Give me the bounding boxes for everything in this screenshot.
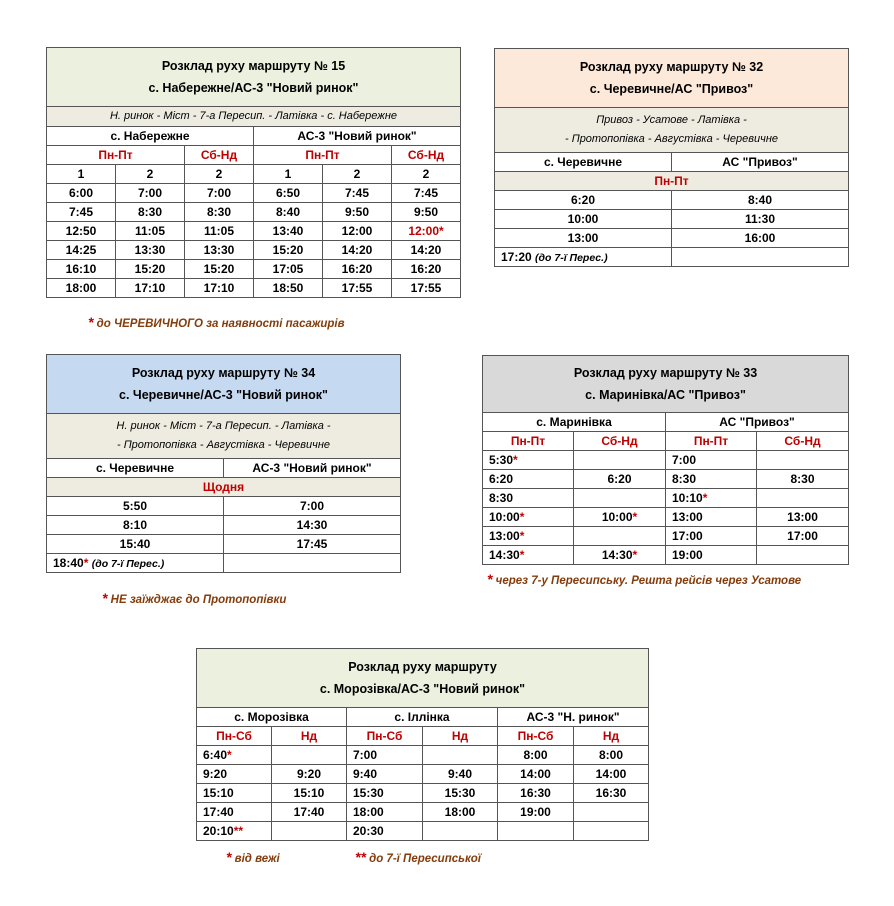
time-value: 10:10 <box>672 491 703 505</box>
last-time: 18:40 <box>53 556 84 570</box>
table-row <box>47 516 401 535</box>
time-cell: 15:30 <box>423 784 498 803</box>
time-cell: 18:00 <box>47 279 116 298</box>
time-cell: 15:20 <box>116 260 185 279</box>
time-cell: 15:20 <box>254 241 323 260</box>
route-15-table <box>46 47 461 298</box>
route-32-stops-line2: - Протопопівка - Августівка - Черевичне <box>565 133 779 145</box>
route-33-from-weekdays: Пн-Пт <box>483 432 574 451</box>
time-cell: 5:50 <box>47 497 224 516</box>
time-cell <box>423 822 498 841</box>
asterisk-mark: * <box>632 510 638 524</box>
route-34-to: АС-3 "Новий ринок" <box>224 459 401 478</box>
table-row <box>483 527 849 546</box>
time-cell <box>483 508 574 527</box>
route-morozivka-table <box>196 648 649 841</box>
double-asterisk-mark: ** <box>355 849 366 865</box>
table-row <box>495 248 849 267</box>
route-15-col-num: 1 <box>254 165 323 184</box>
time-cell: 11:05 <box>185 222 254 241</box>
time-cell: 14:00 <box>498 765 574 784</box>
route-15-to-weekend: Сб-Нд <box>392 146 461 165</box>
time-cell: 9:50 <box>323 203 392 222</box>
asterisk-mark: * <box>83 556 89 570</box>
route-15-from: с. Набережне <box>47 127 254 146</box>
time-cell: 8:30 <box>185 203 254 222</box>
route-34-stops-line2: - Протопопівка - Августівка - Черевичне <box>116 439 330 451</box>
route-morozivka-title <box>197 649 649 708</box>
route-15-to-weekdays: Пн-Пт <box>254 146 392 165</box>
time-cell: 14:20 <box>323 241 392 260</box>
time-cell: 9:20 <box>197 765 272 784</box>
time-cell: 17:45 <box>224 535 401 554</box>
route-34-title-line2: с. Черевичне/АС-3 "Новий ринок" <box>119 388 328 402</box>
time-cell: 14:30 <box>224 516 401 535</box>
time-cell: 6:20 <box>495 191 672 210</box>
asterisk-mark: * <box>632 548 638 562</box>
time-cell <box>574 508 666 527</box>
time-cell <box>757 489 849 508</box>
time-cell: 17:00 <box>666 527 757 546</box>
time-cell: 8:00 <box>574 746 649 765</box>
route-15-title-line2: с. Набережне/АС-3 "Новий ринок" <box>148 81 359 95</box>
time-cell: 7:00 <box>116 184 185 203</box>
time-cell: 13:30 <box>116 241 185 260</box>
route-34-days: Щодня <box>47 478 401 497</box>
time-cell: 20:30 <box>347 822 423 841</box>
time-cell-marked <box>392 222 461 241</box>
asterisk-mark: * <box>487 571 493 587</box>
asterisk-mark: * <box>513 453 518 467</box>
asterisk-mark: * <box>88 314 94 330</box>
table-row <box>495 229 849 248</box>
table-row <box>47 535 401 554</box>
double-asterisk-mark: ** <box>233 824 244 838</box>
asterisk-mark: * <box>439 224 444 238</box>
route-34-title <box>47 355 401 414</box>
time-cell: 17:10 <box>185 279 254 298</box>
time-cell: 7:45 <box>392 184 461 203</box>
footnote-text: до 7-ї Пересипської <box>365 853 481 865</box>
route-15-title <box>47 48 461 107</box>
route-32-stops-line1: Привоз - Усатове - Латівка - <box>596 114 747 126</box>
time-cell: 7:00 <box>666 451 757 470</box>
sunday-header: Нд <box>423 727 498 746</box>
last-time-note: (до 7-ї Перес.) <box>535 252 608 264</box>
route-15-col-num: 2 <box>392 165 461 184</box>
time-value: 20:10 <box>203 824 234 838</box>
time-cell: 17:10 <box>116 279 185 298</box>
route-33-title-line1: Розклад руху маршруту № 33 <box>573 366 758 380</box>
time-cell <box>423 746 498 765</box>
time-value: 14:30 <box>601 548 633 562</box>
time-cell: 7:00 <box>185 184 254 203</box>
table-row <box>495 191 849 210</box>
time-value: 6:40 <box>203 748 228 762</box>
time-cell: 8:30 <box>483 489 574 508</box>
time-cell <box>197 822 272 841</box>
route-33-from-weekend: Сб-Нд <box>574 432 666 451</box>
time-cell <box>272 822 347 841</box>
route-15-from-weekdays: Пн-Пт <box>47 146 185 165</box>
table-row <box>197 803 649 822</box>
time-cell: 15:30 <box>347 784 423 803</box>
time-cell: 16:30 <box>498 784 574 803</box>
route-morozivka-to: АС-3 "Н. ринок" <box>498 708 649 727</box>
route-33-table <box>482 355 849 565</box>
route-15-col-num: 2 <box>323 165 392 184</box>
time-cell: 18:50 <box>254 279 323 298</box>
time-cell <box>574 451 666 470</box>
time-cell: 15:40 <box>47 535 224 554</box>
route-15-title-line1: Розклад руху маршруту № 15 <box>161 59 346 73</box>
time-cell: 16:00 <box>672 229 849 248</box>
time-cell: 15:20 <box>185 260 254 279</box>
time-value: 13:00 <box>489 529 520 543</box>
time-cell <box>272 746 347 765</box>
table-row <box>47 241 461 260</box>
table-row <box>197 784 649 803</box>
time-cell <box>757 451 849 470</box>
time-cell: 14:25 <box>47 241 116 260</box>
table-row <box>495 210 849 229</box>
time-cell: 18:00 <box>347 803 423 822</box>
route-morozivka-footnote-2 <box>355 849 481 865</box>
time-cell: 17:55 <box>323 279 392 298</box>
route-34-stops-line1: Н. ринок - Міст - 7-а Пересип. - Латівка - <box>116 420 331 432</box>
route-32-table <box>494 48 849 267</box>
time-cell: 19:00 <box>666 546 757 565</box>
time-cell: 6:50 <box>254 184 323 203</box>
time-cell: 10:00 <box>495 210 672 229</box>
table-row <box>483 546 849 565</box>
footnote-text: через 7-у Пересипську. Решта рейсів через Усатове <box>492 575 802 587</box>
time-cell <box>197 746 272 765</box>
time-cell: 15:10 <box>272 784 347 803</box>
time-value: 10:00 <box>489 510 520 524</box>
table-row <box>483 451 849 470</box>
time-cell: 13:30 <box>185 241 254 260</box>
route-32-days: Пн-Пт <box>495 172 849 191</box>
table-row <box>47 554 401 573</box>
route-33-title-line2: с. Маринівка/АС "Привоз" <box>585 388 746 402</box>
route-32-stops <box>495 108 849 153</box>
route-34-stops <box>47 414 401 459</box>
route-32-to: АС "Привоз" <box>672 153 849 172</box>
last-time-note: (до 7-ї Перес.) <box>91 558 165 570</box>
route-34-from: с. Черевичне <box>47 459 224 478</box>
time-cell: 12:00 <box>323 222 392 241</box>
time-cell <box>483 527 574 546</box>
route-15-footnote <box>88 314 345 330</box>
asterisk-mark: * <box>519 529 525 543</box>
time-cell <box>574 489 666 508</box>
route-morozivka-title-line1: Розклад руху маршруту <box>348 660 497 674</box>
time-cell: 17:40 <box>272 803 347 822</box>
time-cell: 7:45 <box>323 184 392 203</box>
sunday-header: Нд <box>574 727 649 746</box>
route-33-footnote <box>487 571 801 587</box>
time-cell <box>574 527 666 546</box>
table-row <box>47 497 401 516</box>
time-cell <box>498 822 574 841</box>
table-row <box>47 203 461 222</box>
route-33-title <box>483 356 849 413</box>
route-34-footnote <box>102 590 286 606</box>
time-cell: 11:30 <box>672 210 849 229</box>
time-cell: 16:30 <box>574 784 649 803</box>
time-cell: 12:50 <box>47 222 116 241</box>
route-15-col-num: 2 <box>185 165 254 184</box>
route-morozivka-title-line2: с. Морозівка/АС-3 "Новий ринок" <box>319 682 526 696</box>
last-time: 17:20 <box>501 250 532 264</box>
route-15-col-num: 1 <box>47 165 116 184</box>
footnote-text: до ЧЕРЕВИЧНОГО за наявності пасажирів <box>93 318 345 330</box>
table-row <box>47 260 461 279</box>
asterisk-mark: * <box>519 548 525 562</box>
time-cell <box>574 822 649 841</box>
time-cell: 14:00 <box>574 765 649 784</box>
time-value: 5:30 <box>489 453 514 467</box>
time-cell: 17:55 <box>392 279 461 298</box>
time-cell: 9:40 <box>347 765 423 784</box>
time-cell: 14:20 <box>392 241 461 260</box>
route-34-table <box>46 354 401 573</box>
table-row <box>483 470 849 489</box>
time-cell: 17:40 <box>197 803 272 822</box>
route-32-title <box>495 49 849 108</box>
asterisk-mark: * <box>227 748 232 762</box>
time-cell: 15:10 <box>197 784 272 803</box>
time-cell <box>574 803 649 822</box>
route-morozivka-from: с. Морозівка <box>197 708 347 727</box>
time-cell <box>666 489 757 508</box>
route-32-from: с. Черевичне <box>495 153 672 172</box>
empty-cell <box>224 554 401 573</box>
time-cell: 16:10 <box>47 260 116 279</box>
table-row <box>197 746 649 765</box>
time-cell: 9:40 <box>423 765 498 784</box>
time-cell: 8:10 <box>47 516 224 535</box>
time-cell: 6:20 <box>483 470 574 489</box>
empty-cell <box>672 248 849 267</box>
marked-time: 12:00 <box>408 224 440 238</box>
time-cell <box>483 546 574 565</box>
table-row <box>47 184 461 203</box>
time-cell: 6:00 <box>47 184 116 203</box>
sunday-header: Нд <box>272 727 347 746</box>
table-row <box>483 489 849 508</box>
time-value: 14:30 <box>489 548 520 562</box>
route-34-title-line1: Розклад руху маршруту № 34 <box>131 366 316 380</box>
time-cell: 17:00 <box>757 527 849 546</box>
time-cell-last <box>47 554 224 573</box>
time-cell: 7:45 <box>47 203 116 222</box>
route-morozivka-mid: с. Іллінка <box>347 708 498 727</box>
weekdays-header: Пн-Сб <box>347 727 423 746</box>
table-row <box>197 822 649 841</box>
asterisk-mark: * <box>226 849 232 865</box>
time-cell: 11:05 <box>116 222 185 241</box>
time-cell: 8:00 <box>498 746 574 765</box>
time-cell-last <box>495 248 672 267</box>
asterisk-mark: * <box>519 510 525 524</box>
route-32-title-line2: с. Черевичне/АС "Привоз" <box>589 82 754 96</box>
time-cell: 8:40 <box>672 191 849 210</box>
time-cell: 13:40 <box>254 222 323 241</box>
time-cell: 8:30 <box>116 203 185 222</box>
time-cell: 16:20 <box>323 260 392 279</box>
time-cell: 19:00 <box>498 803 574 822</box>
time-cell: 13:00 <box>757 508 849 527</box>
time-cell: 17:05 <box>254 260 323 279</box>
time-cell: 13:00 <box>666 508 757 527</box>
asterisk-mark: * <box>102 590 108 606</box>
time-cell: 9:50 <box>392 203 461 222</box>
time-cell: 8:30 <box>666 470 757 489</box>
time-cell: 8:40 <box>254 203 323 222</box>
time-cell: 7:00 <box>347 746 423 765</box>
table-row <box>483 508 849 527</box>
table-row <box>47 222 461 241</box>
route-33-to-weekend: Сб-Нд <box>757 432 849 451</box>
route-32-title-line1: Розклад руху маршруту № 32 <box>579 60 764 74</box>
route-morozivka-footnote-1 <box>226 849 280 865</box>
time-cell: 16:20 <box>392 260 461 279</box>
time-cell <box>483 451 574 470</box>
asterisk-mark: * <box>702 491 708 505</box>
route-15-col-num: 2 <box>116 165 185 184</box>
route-15-to: АС-3 "Новий ринок" <box>254 127 461 146</box>
time-cell: 6:20 <box>574 470 666 489</box>
footnote-text: НЕ заїжджає до Протопопівки <box>107 594 287 606</box>
time-cell: 8:30 <box>757 470 849 489</box>
table-row <box>47 279 461 298</box>
table-row <box>197 765 649 784</box>
route-33-from: с. Маринівка <box>483 413 666 432</box>
route-15-from-weekend: Сб-Нд <box>185 146 254 165</box>
time-value: 10:00 <box>601 510 633 524</box>
time-cell <box>757 546 849 565</box>
route-33-to: АС "Привоз" <box>666 413 849 432</box>
time-cell: 7:00 <box>224 497 401 516</box>
route-15-stops: Н. ринок - Міст - 7-а Пересип. - Латівка - с. Набережне <box>47 107 461 127</box>
time-cell: 18:00 <box>423 803 498 822</box>
footnote-text: від вежі <box>231 853 280 865</box>
time-cell: 13:00 <box>495 229 672 248</box>
weekdays-header: Пн-Сб <box>498 727 574 746</box>
weekdays-header: Пн-Сб <box>197 727 272 746</box>
time-cell <box>574 546 666 565</box>
route-33-to-weekdays: Пн-Пт <box>666 432 757 451</box>
time-cell: 9:20 <box>272 765 347 784</box>
